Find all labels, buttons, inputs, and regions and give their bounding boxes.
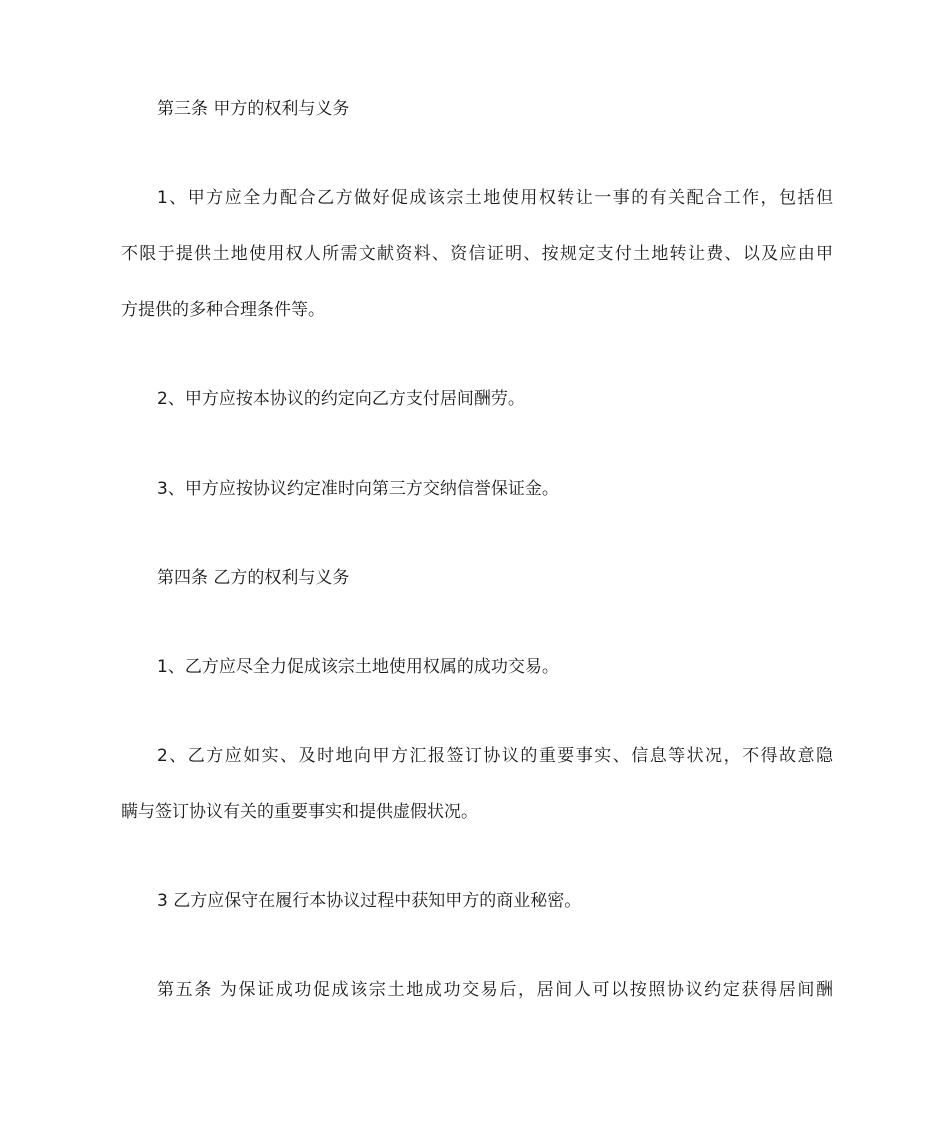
article-4-heading: 第四条 乙方的权利与义务 [157,568,350,588]
article-5-line: 第五条 为保证成功促成该宗土地成功交易后，居间人可以按照协议约定获得居间酬 [157,980,833,1000]
paragraph-line: 瞒与签订协议有关的重要事实和提供虚假状况。 [121,802,478,822]
paragraph-line: 2、乙方应如实、及时地向甲方汇报签订协议的重要事实、信息等状况，不得故意隐 [157,746,833,766]
paragraph-line: 1、甲方应全力配合乙方做好促成该宗土地使用权转让一事的有关配合工作，包括但 [157,188,833,208]
paragraph-line: 2、甲方应按本协议的约定向乙方支付居间酬劳。 [157,389,525,409]
article-3-heading: 第三条 甲方的权利与义务 [157,99,350,119]
paragraph-line: 3 乙方应保守在履行本协议过程中获知甲方的商业秘密。 [157,891,582,911]
paragraph-line: 不限于提供土地使用权人所需文献资料、资信证明、按规定支付土地转让费、以及应由甲 [121,244,833,264]
paragraph-line: 1、乙方应尽全力促成该宗土地使用权属的成功交易。 [157,657,559,677]
paragraph-line: 方提供的多种合理条件等。 [121,300,325,320]
paragraph-line: 3、甲方应按协议约定准时向第三方交纳信誉保证金。 [157,479,559,499]
